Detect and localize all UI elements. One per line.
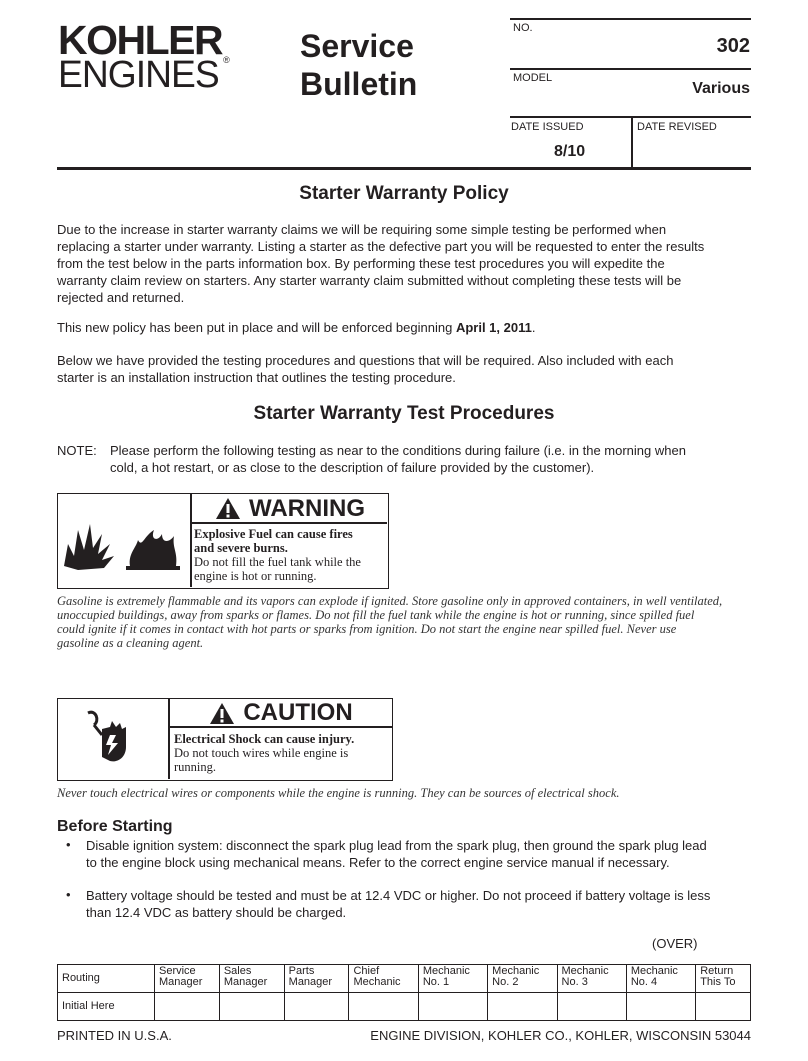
bullet-1-text: Disable ignition system: disconnect the spark plug lead from the spark plug, then ground the spark plug lead to the engine block using mechanical means. Refer to the correct engine service manual if necessary. <box>86 838 707 870</box>
warning-text: Explosive Fuel can cause fires and severe burns. Do not fill the fuel tank while the engine is hot or running. <box>194 527 361 583</box>
routing-header-cell: Parts Manager <box>284 965 349 993</box>
initial-cell[interactable] <box>626 993 695 1021</box>
footer-printed: PRINTED IN U.S.A. <box>57 1028 172 1043</box>
initial-cell[interactable] <box>155 993 220 1021</box>
routing-header-cell: Mechanic No. 3 <box>557 965 626 993</box>
caution-box <box>57 698 393 781</box>
routing-header-cell: Return This To <box>696 965 751 993</box>
note-text: Please perform the following testing as near to the conditions during failure (i.e. in the morning when cold, a hot restart, or as close to the description of failure provided by the customer). <box>110 443 686 475</box>
initial-here-label: Initial Here <box>58 993 155 1021</box>
note-label: NOTE: <box>57 443 97 458</box>
routing-header-cell: Mechanic No. 1 <box>418 965 487 993</box>
policy-paragraph-3: Below we have provided the testing procedures and questions that will be required. Also included with each starter is an installation instruction that outlines the testing procedure. <box>57 353 674 385</box>
warning-box <box>57 493 389 589</box>
bullet-1-marker: • <box>66 837 71 852</box>
bullet-2-marker: • <box>66 887 71 902</box>
policy-paragraph-2: This new policy has been put in place and will be enforced beginning April 1, 2011. <box>57 320 536 335</box>
warning-head-rule <box>190 522 387 524</box>
bullet-2-text: Battery voltage should be tested and must be at 12.4 VDC or higher. Do not proceed if battery voltage is less than 12.4 VDC as battery should be charged. <box>86 888 711 920</box>
header-rule-top <box>510 18 751 20</box>
routing-header-cell: Sales Manager <box>219 965 284 993</box>
initial-cell[interactable] <box>696 993 751 1021</box>
caution-text: Electrical Shock can cause injury. Do not touch wires while engine is running. <box>174 732 355 774</box>
footer-division: ENGINE DIVISION, KOHLER CO., KOHLER, WISCONSIN 53044 <box>370 1028 751 1043</box>
caution-head-rule <box>168 726 392 728</box>
date-revised-label: DATE REVISED <box>637 121 717 133</box>
model-label: MODEL <box>513 72 553 84</box>
brand-logo-line1: KOHLER® <box>58 17 230 65</box>
routing-header-cell: Routing <box>58 965 155 993</box>
routing-table <box>57 964 751 1021</box>
routing-header-cell: Mechanic No. 4 <box>626 965 695 993</box>
caution-detail-note: Never touch electrical wires or components while the engine is running. They can be sources of electrical shock. <box>57 786 620 800</box>
warning-heading: WARNING <box>192 494 388 523</box>
model-value: Various <box>692 80 750 97</box>
brand-logo-line2: ENGINES <box>58 54 219 96</box>
initial-cell[interactable] <box>488 993 557 1021</box>
over-indicator: (OVER) <box>652 936 698 951</box>
policy-paragraph-1: Due to the increase in starter warranty claims we will be requiring some simple testing be performed when replacing a starter under warranty. Listing a starter as the defective part you will be requested to enter the results from the test below in the parts information box. By performing these test procedures you will expedite the warranty claim review on starters. Any starter warranty claim submitted without completing these tests will be rejected and returned. <box>57 222 705 305</box>
routing-header-cell: Mechanic No. 2 <box>488 965 557 993</box>
section-title-procedures: Starter Warranty Test Procedures <box>253 403 555 424</box>
no-label: NO. <box>513 22 533 34</box>
caution-heading: CAUTION <box>170 699 392 727</box>
initial-cell[interactable] <box>219 993 284 1021</box>
warning-detail-note: Gasoline is extremely flammable and its vapors can explode if ignited. Store gasoline only in approved containers, in well ventilated, unoccupied buildings, away from sparks or flames. Do not fill the fuel tank while the engine is hot or running, since spilled fuel could ignite if it comes in contact with hot parts or sparks from ignition. Do not start the engine near spilled fuel. Never use gasoline as a cleaning agent. <box>57 594 723 650</box>
routing-header-row <box>58 965 751 993</box>
header-rule-model <box>510 68 751 70</box>
initial-cell[interactable] <box>349 993 418 1021</box>
section-title-policy: Starter Warranty Policy <box>299 183 509 204</box>
doc-type-title: Service Bulletin <box>300 28 418 102</box>
date-issued-value: 8/10 <box>554 143 586 160</box>
bulletin-number: 302 <box>716 35 750 57</box>
before-starting-heading: Before Starting <box>57 818 173 835</box>
initial-cell[interactable] <box>418 993 487 1021</box>
effective-date: April 1, 2011 <box>455 320 532 335</box>
header-rule-bottom <box>57 167 751 170</box>
alert-triangle-icon <box>209 702 235 725</box>
explosion-fire-icon <box>58 494 190 587</box>
header-date-divider <box>631 117 633 167</box>
routing-initial-row <box>58 993 751 1021</box>
routing-header-cell: Service Manager <box>155 965 220 993</box>
alert-triangle-icon <box>215 497 241 520</box>
electric-shock-icon <box>58 699 168 779</box>
caution-pictogram <box>58 699 168 779</box>
warning-pictogram <box>58 494 190 587</box>
initial-cell[interactable] <box>557 993 626 1021</box>
date-issued-label: DATE ISSUED <box>511 121 584 133</box>
routing-header-cell: Chief Mechanic <box>349 965 418 993</box>
initial-cell[interactable] <box>284 993 349 1021</box>
registered-mark: ® <box>223 55 230 65</box>
